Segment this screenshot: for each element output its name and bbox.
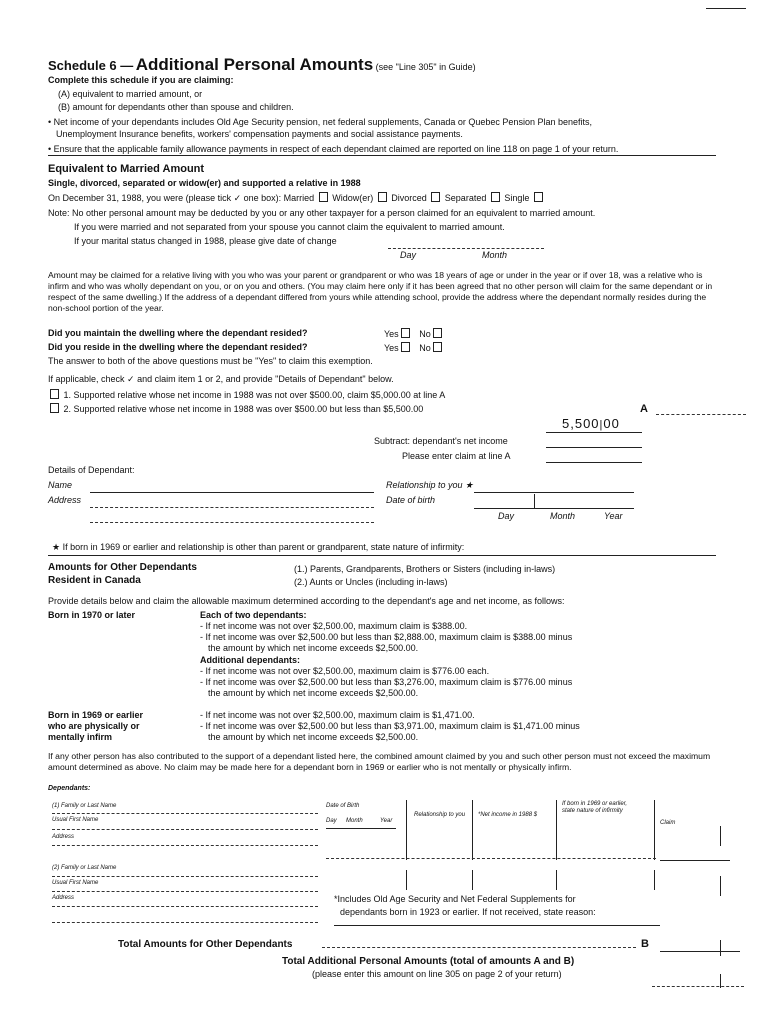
includes-note-1: *Includes Old Age Security and Net Federal Supplements for (334, 894, 576, 904)
dep2-first-field[interactable] (52, 891, 318, 892)
month-label: Month (482, 250, 508, 260)
dependant-name-field[interactable] (90, 492, 374, 493)
line-a-field[interactable] (656, 414, 746, 415)
total-additional-field[interactable] (652, 986, 744, 987)
dob-divider (534, 494, 535, 508)
dependant-address-field[interactable] (90, 507, 374, 508)
infirm-note: ★ If born in 1969 or earlier and relationship is other than parent or grandparent, state nature of infirmity: (52, 542, 465, 552)
total-other-divider (720, 940, 721, 956)
item-2: 2. Supported relative whose net income in 1988 was over $500.00 but less than $5,500.00 (48, 403, 423, 414)
claim-field[interactable] (546, 462, 642, 463)
each-two-2b: the amount by which net income exceeds $2,500.00. (208, 643, 419, 653)
address-label: Address (48, 495, 82, 505)
additional-heading: Additional dependants: (200, 655, 300, 665)
dep1-first-label: Usual First Name (52, 817, 99, 823)
dependants-label: Dependants: (48, 785, 91, 792)
dep1-claim-field[interactable] (660, 860, 730, 861)
infirm-2b: the amount by which net income exceeds $2,500.00. (208, 732, 419, 742)
dep2-address-field[interactable] (52, 906, 318, 907)
intro-bullet1: • Net income of your dependants includes Old Age Security pension, net federal supplements, Canada or Quebec Pension Plan benefits, (48, 117, 592, 127)
section-divider (48, 155, 716, 156)
combined-paragraph: If any other person has also contributed to the support of a dependant listed here, the combined amount claimed by you and such other person must not exceed the maximum amount determined as above. No claim may be made here for a dependant born in 1969 or earlier who is not mentally or physically infirm. (48, 751, 711, 772)
dep1-netinc-label: *Net income in 1988 $ (478, 812, 538, 818)
q2-no-checkbox[interactable] (433, 342, 442, 352)
day-label: Day (400, 250, 417, 260)
equiv-heading: Equivalent to Married Amount (48, 163, 205, 175)
dep1-claim-label: Claim (660, 820, 676, 826)
line-b-marker: B (641, 938, 649, 950)
equiv-note: Note: No other personal amount may be deducted by you or any other taxpayer for a person claimed for an equivalent to married amount. (48, 208, 596, 218)
dep2-family-label: (2) Family or Last Name (52, 865, 117, 871)
col-divider-3 (556, 800, 557, 860)
q2-answers: Yes No (384, 342, 444, 353)
option-1: (1.) Parents, Grandparents, Brothers or Sisters (including in-laws) (294, 564, 556, 574)
dep1-day: Day (326, 818, 337, 824)
col-divider-7 (556, 870, 557, 890)
status-changed-label: If your marital status changed in 1988, please give date of change (74, 236, 337, 246)
single-checkbox[interactable] (534, 192, 543, 202)
dep1-family-label: (1) Family or Last Name (52, 803, 117, 809)
col-divider-2 (472, 800, 473, 860)
amount-5500: 5,500|00 (562, 416, 620, 431)
total-additional-label: Total Additional Personal Amounts (total of amounts A and B) (282, 956, 575, 967)
col-divider-6 (472, 870, 473, 890)
reason-field[interactable] (334, 925, 660, 926)
dep1-address-label: Address (52, 834, 75, 840)
question-maintain: Did you maintain the dwelling where the dependant resided? (48, 328, 308, 338)
infirm-1: - If net income was not over $2,500.00, maximum claim is $1,471.00. (200, 710, 475, 720)
enter-claim-label: Please enter claim at line A (402, 451, 511, 461)
each-two-1: - If net income was not over $2,500.00, maximum claim is $388.00. (200, 621, 468, 631)
other-heading-1: Amounts for Other Dependants (48, 562, 197, 573)
complete-heading: Complete this schedule if you are claiming: (48, 75, 234, 85)
dep1-rel-label: Relationship to you (414, 812, 466, 818)
intro-bullet2: • Ensure that the applicable family allowance payments in respect of each dependant claimed are reported on line 118 on page 1 of your return. (48, 144, 619, 154)
q1-no-checkbox[interactable] (433, 328, 442, 338)
separated-checkbox[interactable] (491, 192, 500, 202)
claim-divider-2 (720, 876, 721, 896)
dob-field[interactable] (474, 508, 634, 509)
dep1-infirm-label: If born in 1969 or earlier, state nature of infirmity (562, 801, 628, 814)
dependant-address-field-2[interactable] (90, 522, 374, 523)
col-divider-4 (654, 800, 655, 860)
dob-month: Month (550, 511, 576, 521)
question-reside: Did you reside in the dwelling where the dependant resided? (48, 342, 308, 352)
total-other-leader (322, 947, 636, 948)
includes-note-2: dependants born in 1923 or earlier. If not received, state reason: (340, 907, 596, 917)
item2-checkbox[interactable] (50, 403, 59, 413)
total-additional-divider (720, 974, 721, 988)
each-two-2: - If net income was over $2,500.00 but less than $2,888.00, maximum claim is $388.00 minus (200, 632, 573, 642)
dep1-dob-label: Date of Birth (326, 803, 360, 809)
date-of-change-field[interactable] (388, 248, 544, 249)
born-1970: Born in 1970 or later (48, 610, 136, 620)
top-rule (706, 8, 746, 9)
widow-checkbox[interactable] (378, 192, 387, 202)
dep1-month: Month (346, 818, 363, 824)
answer-note: The answer to both of the above questions must be "Yes" to claim this exemption. (48, 356, 373, 366)
dob-day: Day (498, 511, 515, 521)
dep2-address-label: Address (52, 895, 75, 901)
line-a-marker-top: A (640, 403, 648, 415)
intro-a: (A) equivalent to married amount, or (58, 89, 203, 99)
dep2-first-label: Usual First Name (52, 880, 99, 886)
intro-b: (B) amount for dependants other than spouse and children. (58, 102, 294, 112)
infirm-2: - If net income was over $2,500.00 but less than $3,971.00, maximum claim is $1,471.00 minus (200, 721, 580, 731)
equiv-sub: Single, divorced, separated or widow(er) and supported a relative in 1988 (48, 178, 361, 188)
dob-year: Year (604, 511, 623, 521)
col-divider-1 (406, 800, 407, 860)
married-not-separated: If you were married and not separated from your spouse you cannot claim the equivalent to married amount. (74, 222, 505, 232)
marital-status-row: On December 31, 1988, you were (please tick ✓ one box): Married Widow(er) Divorced Separated Single (48, 192, 545, 204)
name-label: Name (48, 480, 73, 490)
q1-yes-checkbox[interactable] (401, 328, 410, 338)
option-2: (2.) Aunts or Uncles (including in-laws) (294, 577, 448, 587)
provide-details: Provide details below and claim the allowable maximum determined according to the dependant's age and net income, as follows: (48, 596, 565, 606)
total-additional-instruction: (please enter this amount on line 305 on page 2 of your return) (312, 969, 562, 979)
total-other-field[interactable] (660, 951, 740, 952)
schedule-title: Schedule 6 — Additional Personal Amounts (see "Line 305" in Guide) (48, 55, 476, 74)
dep1-family-field[interactable] (52, 813, 318, 814)
married-checkbox[interactable] (319, 192, 328, 202)
dep1-row-field[interactable] (326, 858, 656, 859)
col-divider-8 (654, 870, 655, 890)
equiv-paragraph: Amount may be claimed for a relative living with you who was your parent or grandparent or who was 18 years of age or under in the year or if over 18, was a relative who is infirm and who was wholly dependant on you, or on you and others. (You may claim here only if it has been agreed that no other person will claim for the same dependant or in respect of the same dwelling.) If the address of a dependant differed from yours while attending school, provide the address where the dependant normally resides during the non-school portion of the year. (48, 270, 713, 313)
born-1969-3: mentally infirm (48, 732, 113, 742)
relationship-field[interactable] (474, 492, 634, 493)
intro-bullet1-cont: Unemployment Insurance benefits, workers' compensation payments and social assistance payments. (56, 129, 463, 139)
infirm-field[interactable] (48, 555, 716, 556)
dep1-year: Year (380, 818, 393, 824)
details-heading: Details of Dependant: (48, 465, 135, 475)
item-1: 1. Supported relative whose net income in 1988 was not over $500.00, claim $5,000.00 at line A (48, 389, 445, 400)
dep1-first-field[interactable] (52, 829, 318, 830)
divorced-checkbox[interactable] (431, 192, 440, 202)
total-other-label: Total Amounts for Other Dependants (118, 939, 293, 950)
dep1-address-field[interactable] (52, 845, 318, 846)
additional-2: - If net income was over $2,500.00 but less than $3,276.00, maximum claim is $776.00 minus (200, 677, 573, 687)
dob-label: Date of birth (386, 495, 436, 505)
col-divider-5 (406, 870, 407, 890)
subtract-field[interactable] (546, 447, 642, 448)
claim-divider (720, 826, 721, 846)
additional-1: - If net income was not over $2,500.00, maximum claim is $776.00 each. (200, 666, 490, 676)
q2-yes-checkbox[interactable] (401, 342, 410, 352)
born-1969-2: who are physically or (48, 721, 140, 731)
amount-5500-rule (546, 432, 642, 433)
q1-answers: Yes No (384, 328, 444, 339)
if-applicable: If applicable, check ✓ and claim item 1 or 2, and provide "Details of Dependant" below. (48, 374, 394, 384)
relationship-label: Relationship to you ★ (386, 480, 474, 490)
dep2-address-field-2[interactable] (52, 922, 318, 923)
other-heading-2: Resident in Canada (48, 575, 141, 586)
dep1-dob-rule (326, 828, 396, 829)
additional-2b: the amount by which net income exceeds $2,500.00. (208, 688, 419, 698)
item1-checkbox[interactable] (50, 389, 59, 399)
born-1969-1: Born in 1969 or earlier (48, 710, 144, 720)
subtract-label: Subtract: dependant's net income (374, 436, 508, 446)
dep2-family-field[interactable] (52, 876, 318, 877)
each-two-heading: Each of two dependants: (200, 610, 307, 620)
